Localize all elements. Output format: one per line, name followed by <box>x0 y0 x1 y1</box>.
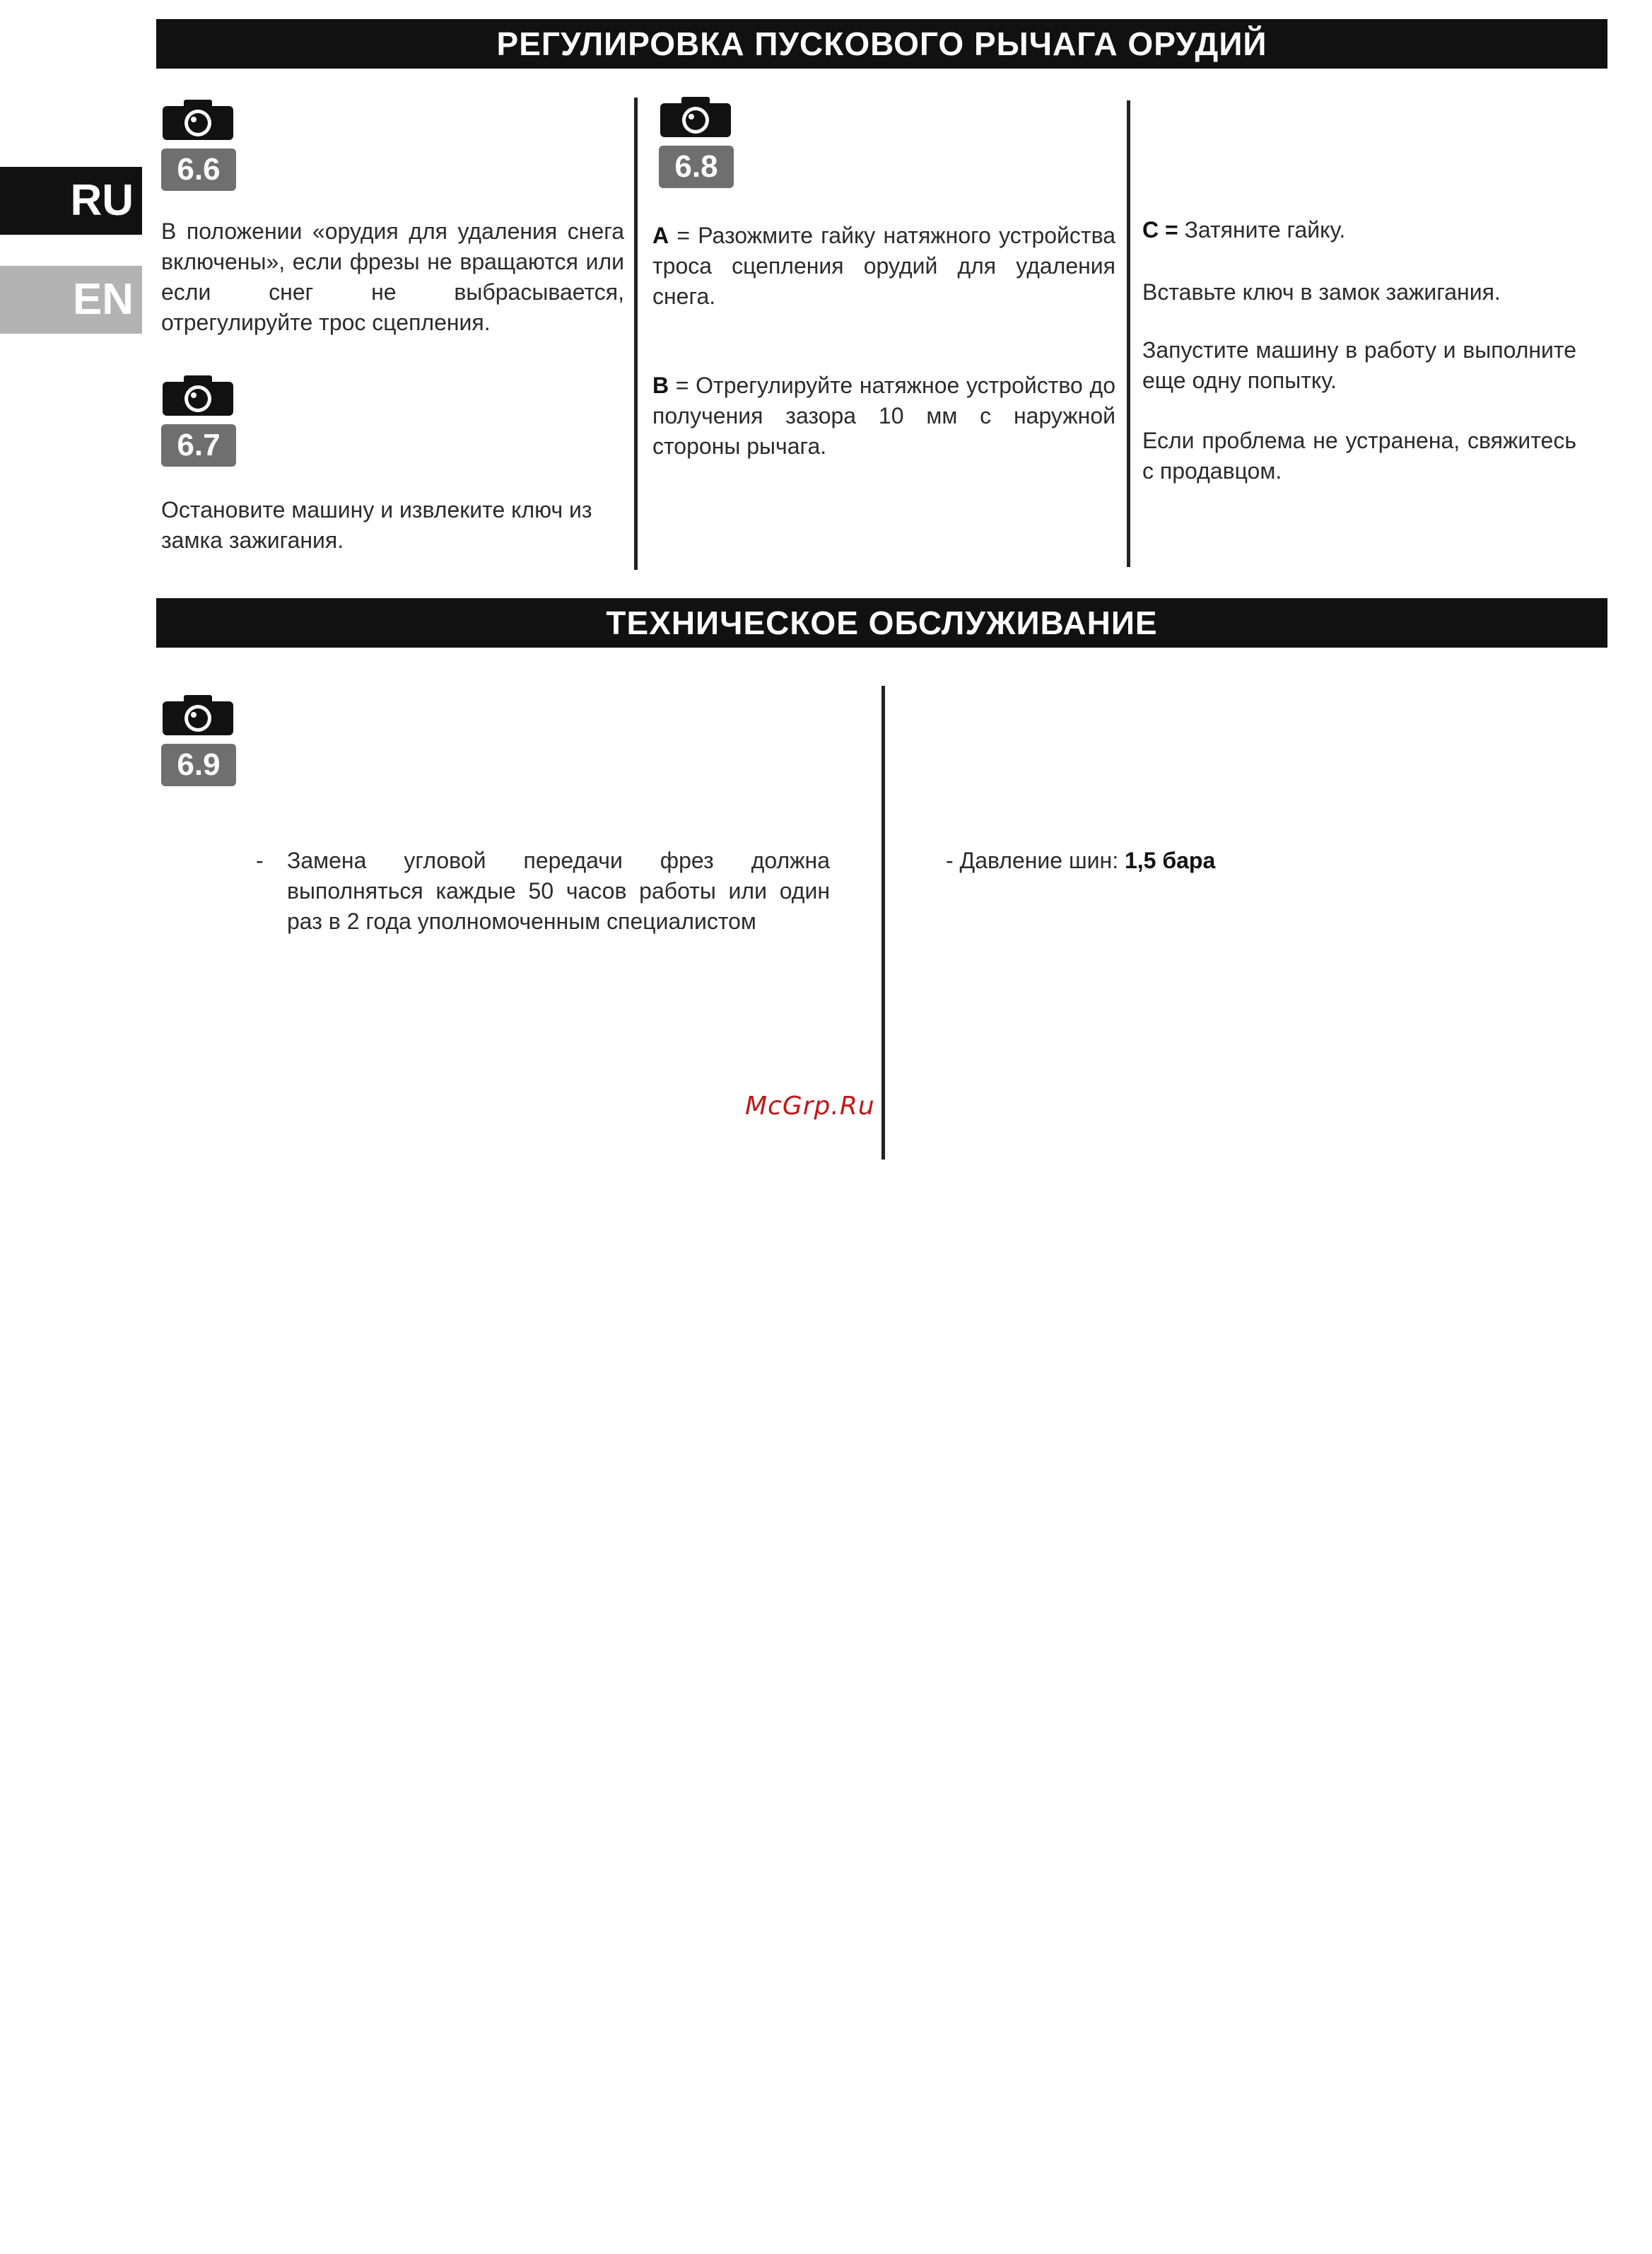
figure-number: 6.7 <box>161 424 236 467</box>
column-divider <box>634 98 638 570</box>
step-c-text: Затяните гайку. <box>1178 217 1346 243</box>
figure-number: 6.6 <box>161 148 236 191</box>
figure-6-7 <box>161 373 239 467</box>
paragraph-contact-dealer: Если проблема не устранена, свяжитесь с продавцом. <box>1142 428 1576 484</box>
column-divider <box>1127 100 1130 567</box>
figure-6-8 <box>659 95 737 188</box>
tire-pressure-value: 1,5 бара <box>1124 848 1216 873</box>
figure-number: 6.8 <box>659 146 734 188</box>
figure-6-6 <box>161 98 239 191</box>
figure-number: 6.9 <box>161 744 236 786</box>
step-b <box>652 370 1115 462</box>
section-title-trigger-lever: РЕГУЛИРОВКА ПУСКОВОГО РЫЧАГА ОРУДИЙ <box>156 19 1607 69</box>
language-tab-ru[interactable]: RU <box>0 167 142 235</box>
language-tab-en[interactable]: EN <box>0 266 142 334</box>
camera-icon <box>161 373 235 417</box>
step-b-label: B <box>652 373 669 398</box>
tire-pressure-label: - Давление шин: <box>946 848 1125 873</box>
paragraph-start-machine: Запустите машину в работу и выполните еще одну попытку. <box>1142 337 1576 393</box>
step-a <box>652 221 1115 312</box>
step-a-text: = Разожмите гайку натяжного устройства троса сцепления орудий для удаления снега. <box>652 223 1115 309</box>
section-title-maintenance: ТЕХНИЧЕСКОЕ ОБСЛУЖИВАНИЕ <box>156 598 1607 648</box>
paragraph-clutch-cable: В положении «орудия для удаления снега включены», если фрезы не вращаются или если снег не выбрасывается, отрегулируйте трос сцепления. <box>161 218 624 335</box>
watermark: McGrp.Ru <box>745 1092 875 1121</box>
step-c-label: C = <box>1142 217 1178 243</box>
step-b-text: = Отрегулируйте натяжное устройство до получения зазора 10 мм с наружной стороны рычага. <box>652 373 1115 459</box>
paragraph-stop-machine: Остановите машину и извлеките ключ из замка зажигания. <box>161 497 592 553</box>
paragraph-insert-key: Вставьте ключ в замок зажигания. <box>1142 279 1501 305</box>
step-a-label: A <box>652 223 669 248</box>
tire-pressure <box>946 846 1554 876</box>
step-c <box>1142 215 1576 245</box>
camera-icon <box>161 98 235 141</box>
column-divider <box>881 686 885 1160</box>
camera-icon <box>161 693 235 737</box>
figure-6-9 <box>161 693 239 786</box>
bullet-angle-gear-replacement: Замена угловой передачи фрез должна выполняться каждые 50 часов работы или один раз в 2 года уполномоченным специалистом <box>287 848 830 934</box>
bullet-dash: - <box>256 848 264 873</box>
camera-icon <box>659 95 732 139</box>
